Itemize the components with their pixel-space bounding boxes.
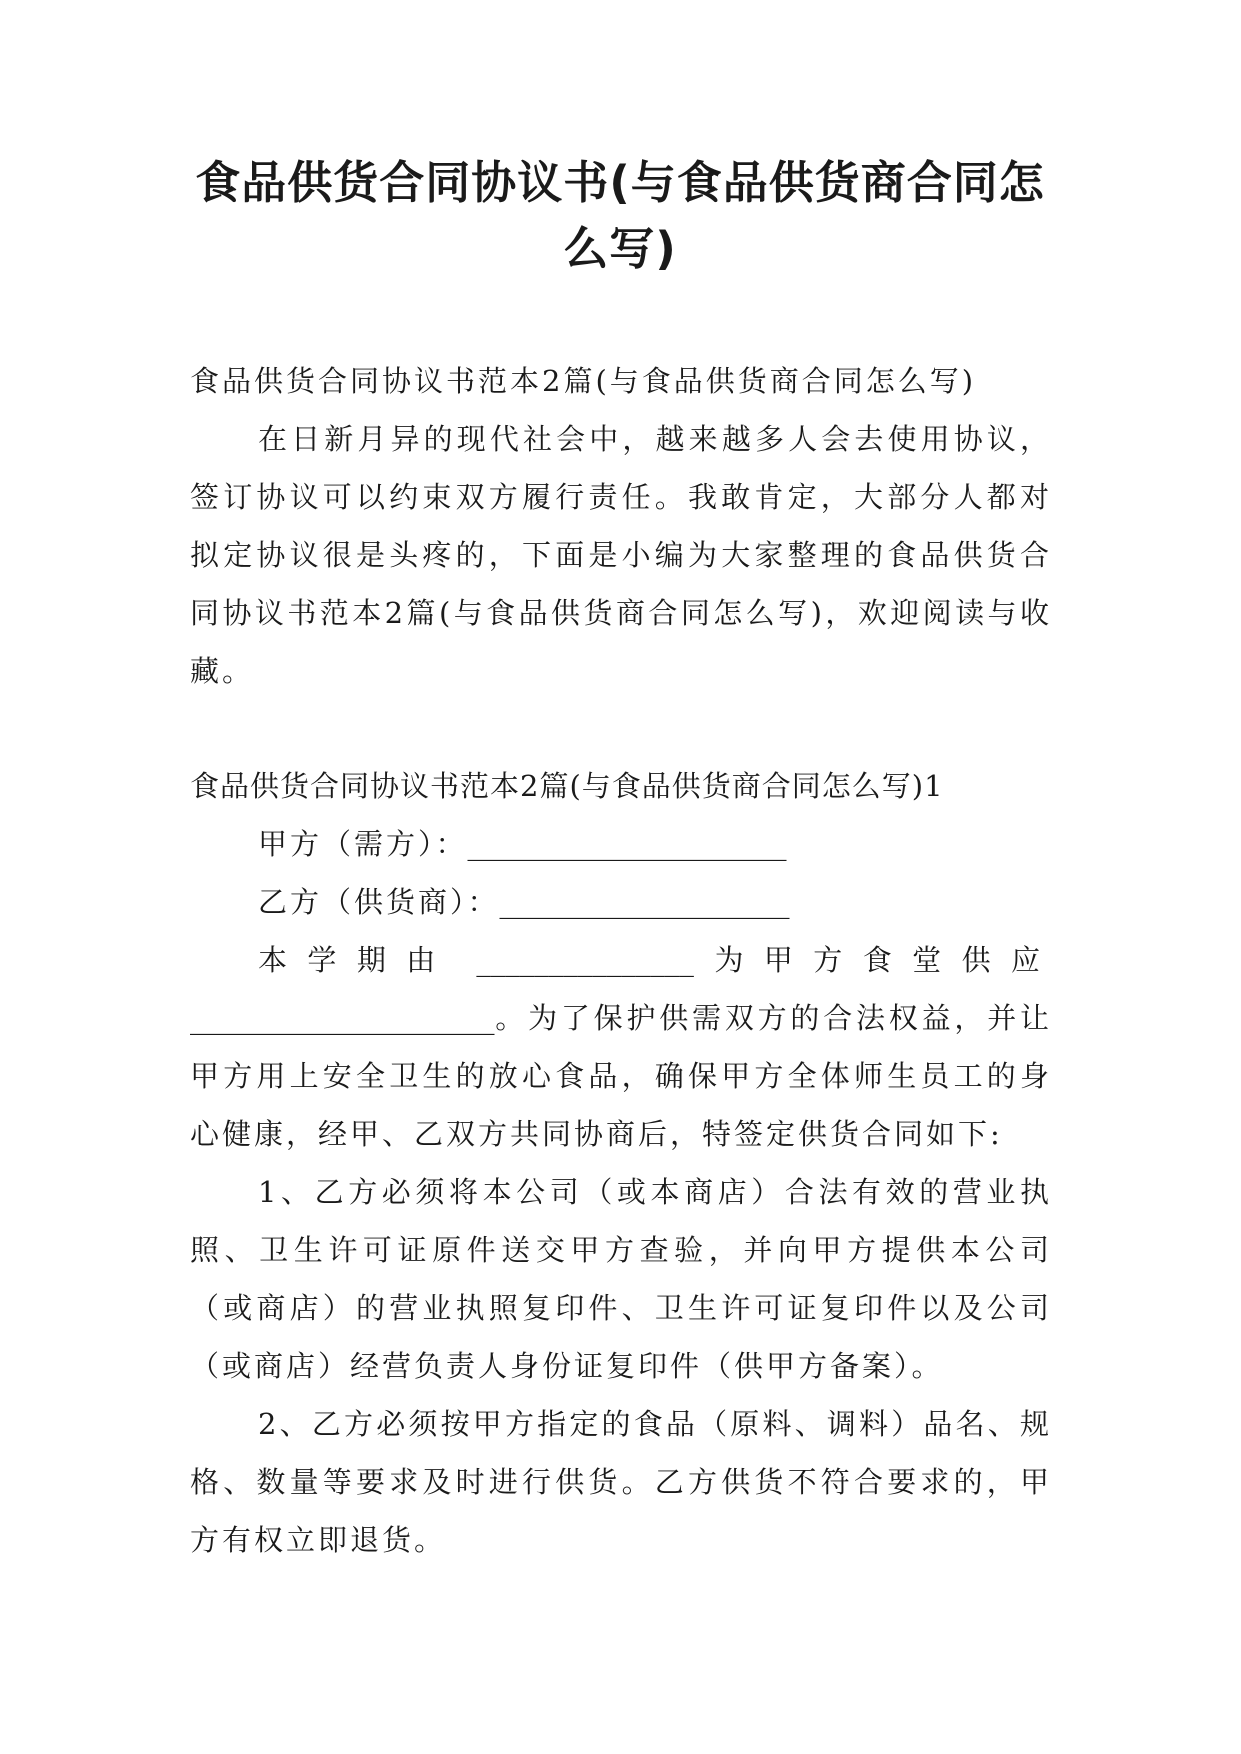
document-title: 食品供货合同协议书(与食品供货商合同怎么写) bbox=[195, 156, 1045, 275]
clause-intro-blank-1: _______________ bbox=[476, 943, 694, 977]
party-a-label: 甲方（需方）： bbox=[258, 827, 468, 861]
party-b-line bbox=[190, 873, 1052, 931]
party-b-label: 乙方（供货商）： bbox=[258, 885, 500, 919]
clause-2-paragraph: 2、乙方必须按甲方指定的食品（原料、调料）品名、规格、数量等要求及时进行供货。乙方供货不符合要求的，甲方有权立即退货。 bbox=[190, 1407, 1052, 1557]
clause-intro-paragraph bbox=[190, 931, 1052, 1163]
intro-paragraph: 在日新月异的现代社会中，越来越多人会去使用协议，签订协议可以约束双方履行责任。我敢肯定，大部分人都对拟定协议很是头疼的，下面是小编为大家整理的食品供货合同协议书范本2篇(与食品供货商合同怎么写)，欢迎阅读与收藏。 bbox=[190, 422, 1052, 688]
party-b-blank: ____________________ bbox=[499, 885, 790, 919]
party-a-blank: ______________________ bbox=[467, 827, 787, 861]
document-body bbox=[190, 352, 1052, 1569]
clause-intro-tail: 。为了保护供需双方的合法权益，并让甲方用上安全卫生的放心食品，确保甲方全体师生员工的身心健康，经甲、乙双方共同协商后，特签定供货合同如下: bbox=[190, 1001, 1052, 1151]
clause-intro-lead: 本学期由 bbox=[258, 943, 456, 977]
clause-1-paragraph: 1、乙方必须将本公司（或本商店）合法有效的营业执照、卫生许可证原件送交甲方查验，并向甲方提供本公司（或商店）的营业执照复印件、卫生许可证复印件以及公司（或商店）经营负责人身份证复印件（供甲方备案）。 bbox=[190, 1175, 1052, 1383]
document-subtitle: 食品供货合同协议书范本2篇(与食品供货商合同怎么写) bbox=[190, 364, 977, 398]
clause-intro-blank-2: _____________________ bbox=[190, 1001, 495, 1035]
section-heading: 食品供货合同协议书范本2篇(与食品供货商合同怎么写)1 bbox=[190, 769, 944, 803]
clause-intro-middle: 为甲方食堂供应 bbox=[714, 943, 1052, 977]
paragraph-gap bbox=[190, 700, 1052, 757]
party-a-line bbox=[190, 815, 1052, 873]
